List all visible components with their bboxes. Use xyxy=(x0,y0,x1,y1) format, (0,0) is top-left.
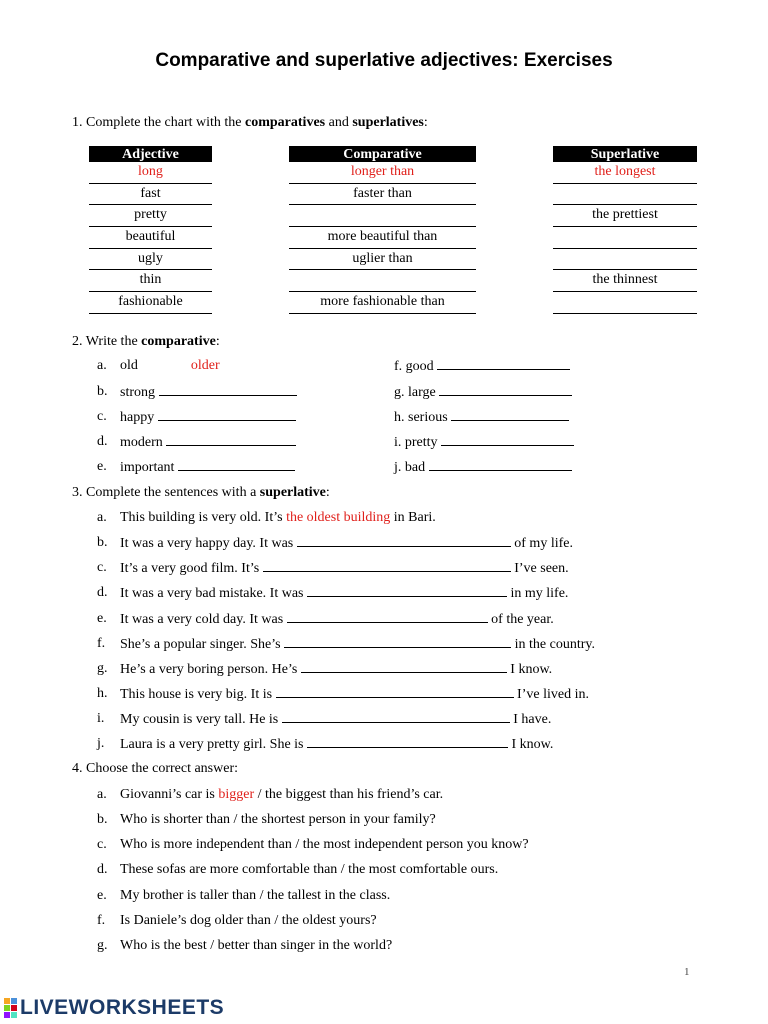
ex3-item-c: It’s a very good film. It’s I’ve seen. xyxy=(120,561,569,576)
answer-blank[interactable] xyxy=(297,534,511,547)
superlative-answer-field[interactable] xyxy=(553,227,697,249)
adjective-cell: pretty xyxy=(89,205,212,227)
ex2-item-j: j. bad xyxy=(394,458,572,476)
ex2-instruction: 2. Write the comparative: xyxy=(72,334,220,349)
comparative-cell: more fashionable than xyxy=(289,292,476,314)
ex2-item-c: happy xyxy=(120,408,296,426)
item-letter: f. xyxy=(97,913,106,928)
item-letter: a. xyxy=(97,510,107,525)
superlative-cell: the prettiest xyxy=(553,205,697,227)
item-letter: i. xyxy=(97,711,105,726)
example-answer: older xyxy=(190,358,220,373)
comparative-answer-field[interactable] xyxy=(289,270,476,292)
ex2-item-a: old older xyxy=(120,358,220,373)
ex3-item-b: It was a very happy day. It was of my life. xyxy=(120,536,573,551)
ex2-item-b: strong xyxy=(120,383,297,401)
ex4-example: Giovanni’s car is bigger / the biggest than his friend’s car. xyxy=(120,787,444,802)
page-number: 1 xyxy=(684,966,690,978)
ex2-item-d: modern xyxy=(120,433,296,451)
superlative-cell: the thinnest xyxy=(553,270,697,292)
ex4-item-c[interactable]: Who is more independent than / the most independent person you know? xyxy=(120,837,529,852)
ex4-item-f[interactable]: Is Daniele’s dog older than / the oldest yours? xyxy=(120,913,377,928)
adjective-cell: fashionable xyxy=(89,292,212,314)
item-letter: a. xyxy=(97,787,107,802)
ex4-item-b[interactable]: Who is shorter than / the shortest person in your family? xyxy=(120,812,436,827)
answer-blank[interactable] xyxy=(307,584,507,597)
answer-blank[interactable] xyxy=(178,458,295,471)
superlative-answer-field[interactable] xyxy=(553,249,697,271)
ex4-item-d[interactable]: These sofas are more comfortable than / the most comfortable ours. xyxy=(120,862,499,877)
comparative-cell: longer than xyxy=(289,162,476,184)
item-letter: g. xyxy=(97,938,108,953)
ex3-item-i: My cousin is very tall. He is I have. xyxy=(120,712,552,727)
answer-blank[interactable] xyxy=(284,635,511,648)
answer-blank[interactable] xyxy=(159,383,297,396)
answer-blank[interactable] xyxy=(441,433,574,446)
item-letter: d. xyxy=(97,434,108,449)
answer-blank[interactable] xyxy=(451,408,569,421)
superlative-column xyxy=(553,146,697,314)
ex3-item-j: Laura is a very pretty girl. She is I know. xyxy=(120,737,554,752)
adjective-cell: beautiful xyxy=(89,227,212,249)
ex3-item-f: She’s a popular singer. She’s in the country. xyxy=(120,637,595,652)
item-letter: b. xyxy=(97,812,108,827)
comparative-header: Comparative xyxy=(289,146,476,162)
page-title: Comparative and superlative adjectives: Exercises xyxy=(155,50,613,71)
item-letter: e. xyxy=(97,888,107,903)
ex3-item-e: It was a very cold day. It was of the year. xyxy=(120,612,554,627)
answer-blank[interactable] xyxy=(307,735,508,748)
answer-blank[interactable] xyxy=(276,685,514,698)
ex4-item-e[interactable]: My brother is taller than / the tallest in the class. xyxy=(120,888,391,903)
answer-blank[interactable] xyxy=(439,383,572,396)
ex2-item-f: f. good xyxy=(394,357,570,375)
item-letter: d. xyxy=(97,585,108,600)
ex3-example: This building is very old. It’s the oldest building in Bari. xyxy=(120,510,436,525)
answer-blank[interactable] xyxy=(429,458,572,471)
superlative-cell: the longest xyxy=(553,162,697,184)
item-letter: e. xyxy=(97,611,107,626)
ex2-item-g: g. large xyxy=(394,383,572,401)
item-letter: g. xyxy=(97,661,108,676)
ex3-instruction: 3. Complete the sentences with a superlative: xyxy=(72,485,330,500)
comparative-answer-field[interactable] xyxy=(289,205,476,227)
adjective-cell: ugly xyxy=(89,249,212,271)
item-letter: d. xyxy=(97,862,108,877)
answer-blank[interactable] xyxy=(437,357,570,370)
comparative-cell: more beautiful than xyxy=(289,227,476,249)
ex3-item-d: It was a very bad mistake. It was in my life. xyxy=(120,586,569,601)
item-letter: j. xyxy=(97,736,105,751)
answer-blank[interactable] xyxy=(166,433,296,446)
item-letter: f. xyxy=(97,636,106,651)
item-letter: b. xyxy=(97,535,108,550)
answer-blank[interactable] xyxy=(287,610,488,623)
superlative-answer-field[interactable] xyxy=(553,292,697,314)
item-letter: c. xyxy=(97,837,107,852)
answer-blank[interactable] xyxy=(158,408,296,421)
answer-blank[interactable] xyxy=(282,710,510,723)
item-letter: h. xyxy=(97,686,108,701)
superlative-answer-field[interactable] xyxy=(553,184,697,206)
adjective-cell: thin xyxy=(89,270,212,292)
item-letter: b. xyxy=(97,384,108,399)
ex1-instruction: 1. Complete the chart with the comparatives and superlatives: xyxy=(72,115,428,130)
ex3-item-g: He’s a very boring person. He’s I know. xyxy=(120,662,553,677)
item-letter: e. xyxy=(97,459,107,474)
adjective-cell: fast xyxy=(89,184,212,206)
adjective-header: Adjective xyxy=(89,146,212,162)
item-letter: c. xyxy=(97,409,107,424)
example-answer: bigger xyxy=(218,787,255,802)
adjective-column xyxy=(89,146,212,314)
ex4-instruction: 4. Choose the correct answer: xyxy=(72,761,238,776)
ex3-item-h: This house is very big. It is I’ve lived in. xyxy=(120,687,589,702)
comparative-column xyxy=(289,146,476,314)
ex2-item-i: i. pretty xyxy=(394,433,574,451)
answer-blank[interactable] xyxy=(301,660,507,673)
ex2-item-e: important xyxy=(120,458,295,476)
liveworksheets-logo-icon xyxy=(4,998,18,1018)
answer-blank[interactable] xyxy=(263,559,511,572)
example-answer: the oldest building xyxy=(286,510,391,525)
comparative-cell: uglier than xyxy=(289,249,476,271)
superlative-header: Superlative xyxy=(553,146,697,162)
item-letter: a. xyxy=(97,358,107,373)
liveworksheets-logo-text[interactable]: LIVEWORKSHEETS xyxy=(20,996,225,1019)
item-letter: c. xyxy=(97,560,107,575)
ex4-item-g[interactable]: Who is the best / better than singer in the world? xyxy=(120,938,393,953)
ex2-item-h: h. serious xyxy=(394,408,569,426)
adjective-cell: long xyxy=(89,162,212,184)
comparative-cell: faster than xyxy=(289,184,476,206)
